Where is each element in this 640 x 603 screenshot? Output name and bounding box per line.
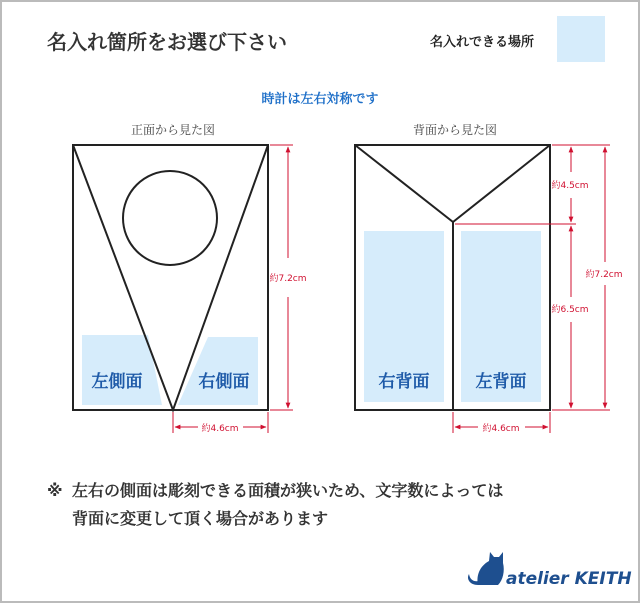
page-title: 名入れ箇所をお選び下さい	[47, 30, 287, 54]
note-line-2: 背面に変更して頂く場合があります	[72, 509, 329, 528]
back-top-label: 約4.5cm	[551, 181, 589, 191]
back-right-label: 右背面	[378, 372, 430, 392]
note-line-1: 左右の側面は彫刻できる面積が狭いため、文字数によっては	[72, 481, 504, 500]
front-view-caption: 正面から見た図	[130, 123, 216, 137]
legend-swatch	[557, 16, 605, 62]
back-mid-label: 約6.5cm	[551, 305, 589, 315]
back-left-label: 左背面	[475, 372, 527, 392]
note-mark: ※	[47, 481, 63, 500]
front-right-side-label: 右側面	[198, 372, 250, 392]
back-width-label: 約4.6cm	[482, 424, 520, 434]
legend-label: 名入れできる場所	[430, 35, 535, 50]
symmetry-note: 時計は左右対称です	[261, 92, 379, 107]
watch-face	[123, 171, 217, 265]
front-left-side-label: 左側面	[91, 372, 143, 392]
front-width-label: 約4.6cm	[201, 424, 239, 434]
back-view-caption: 背面から見た図	[412, 123, 498, 137]
brand-name: atelier KEITH	[506, 569, 632, 589]
front-height-label: 約7.2cm	[269, 274, 307, 284]
front-left-side-area	[82, 335, 162, 405]
back-height-label: 約7.2cm	[585, 270, 623, 280]
